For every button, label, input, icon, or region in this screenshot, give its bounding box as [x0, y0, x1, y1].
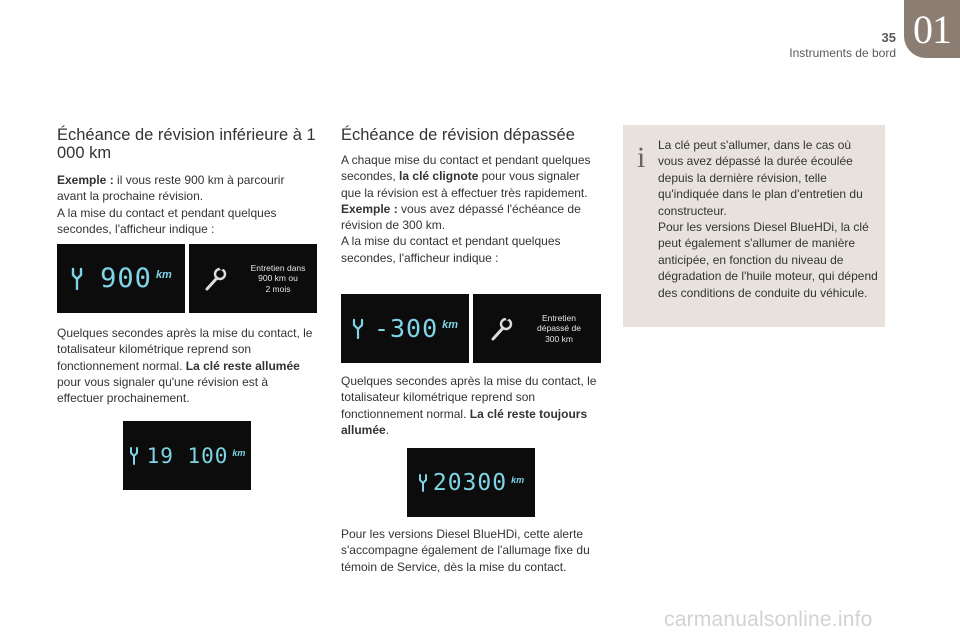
chapter-tab: 01: [904, 0, 960, 58]
wrench-icon: [418, 473, 430, 493]
display-unit: km: [442, 318, 459, 331]
example-text: vous avez dépassé l'échéance de révision de 300 km.: [341, 201, 581, 233]
display-minus-300-km: [341, 294, 469, 363]
info-paragraph: La clé peut s'allumer, dans le cas où vous avez dépassé la durée écoulée depuis la dernière révision, telle qu'indiquée dans le plan d'entretien du constructeur.: [658, 138, 863, 218]
middle-paragraph-bluehdi: Pour les versions Diesel BlueHDi, cette alerte s'accompagne également de l'allumage fixe du témoin de Service, dès la mise du contact.: [341, 527, 590, 574]
blink-end: pour vous signaler que la révision est à effectuer très rapidement.: [341, 169, 588, 200]
odometer-unit: km: [232, 447, 246, 458]
overdue-message: [527, 313, 591, 345]
normal-text: Quelques secondes après la mise du contact, le totalisateur kilométrique reprend son fonctionnement normal.: [341, 374, 597, 421]
info-paragraph: Pour les versions Diesel BlueHDi, la clé peut également s'allumer de manière anticipée, en fonction du niveau de dégradation de l'huile moteur, qui dépend des conditions de conduite du véhicule.: [658, 220, 878, 300]
left-column: [57, 126, 317, 237]
odometer-value: 20300: [432, 469, 508, 496]
message-line: Entretien: [541, 312, 577, 323]
normal-bold: La clé reste allumée: [185, 358, 300, 373]
normal-end: .: [385, 422, 390, 437]
middle-column-footer: [341, 526, 603, 575]
middle-paragraph-example: [341, 201, 603, 234]
example-label: Exemple :: [57, 173, 118, 187]
message-line: 300 km: [545, 333, 573, 344]
middle-heading: Échéance de révision dépassée: [341, 126, 575, 144]
watermark: carmanualsonline.info: [664, 608, 873, 631]
normal-end: pour vous signaler qu'une révision est à effectuer prochainement.: [57, 374, 269, 406]
page-number: 35: [881, 30, 896, 45]
display-odometer-19100: [123, 421, 251, 490]
info-icon: i: [637, 141, 646, 174]
left-paragraph-normal: [57, 325, 317, 406]
section-title: Instruments de bord: [789, 46, 896, 60]
middle-paragraph-normal: [341, 373, 603, 438]
display-900-km: [57, 244, 185, 313]
left-paragraph-ignition: A la mise du contact et pendant quelques secondes, l'afficheur indique :: [57, 205, 277, 236]
wrench-icon: [201, 265, 229, 293]
display-unit: km: [155, 268, 172, 281]
message-line: 900 km ou: [258, 273, 298, 284]
middle-paragraph-blink: [341, 152, 603, 201]
wrench-icon: [129, 446, 141, 466]
left-heading: Échéance de révision inférieure à 1 000 km: [57, 126, 316, 162]
blink-text: A chaque mise du contact et pendant quelques secondes,: [341, 153, 591, 184]
odometer-value: 19 100: [146, 443, 229, 468]
example-label: Exemple :: [341, 201, 402, 216]
display-overdue-message: [473, 294, 601, 363]
middle-paragraph-ignition: A la mise du contact et pendant quelques secondes, l'afficheur indique :: [341, 234, 561, 265]
message-line: Entretien dans: [250, 262, 306, 273]
maintenance-message: [243, 263, 313, 295]
left-column-lower: [57, 325, 317, 406]
display-maintenance-message: [189, 244, 317, 313]
message-line: 2 mois: [265, 283, 291, 294]
middle-column-lower: [341, 373, 603, 438]
normal-text: Quelques secondes après la mise du contact, le totalisateur kilométrique reprend son fonctionnement normal.: [57, 326, 313, 373]
left-paragraph-example: [57, 172, 317, 205]
odometer-unit: km: [511, 474, 525, 485]
wrench-icon: [352, 318, 366, 340]
wrench-icon: [487, 315, 515, 343]
wrench-icon: [70, 267, 86, 291]
middle-column: [341, 126, 603, 266]
display-odometer-20300: [407, 448, 535, 517]
blink-bold: la clé clignote: [399, 169, 479, 184]
display-value: -300: [373, 314, 439, 343]
info-box: [623, 125, 885, 327]
normal-bold: La clé reste toujours allumée: [341, 406, 588, 437]
display-value: 900: [100, 263, 152, 294]
example-text: il vous reste 900 km à parcourir avant la prochaine révision.: [57, 173, 285, 204]
message-line: dépassé de: [537, 323, 581, 334]
info-text: [658, 137, 878, 301]
